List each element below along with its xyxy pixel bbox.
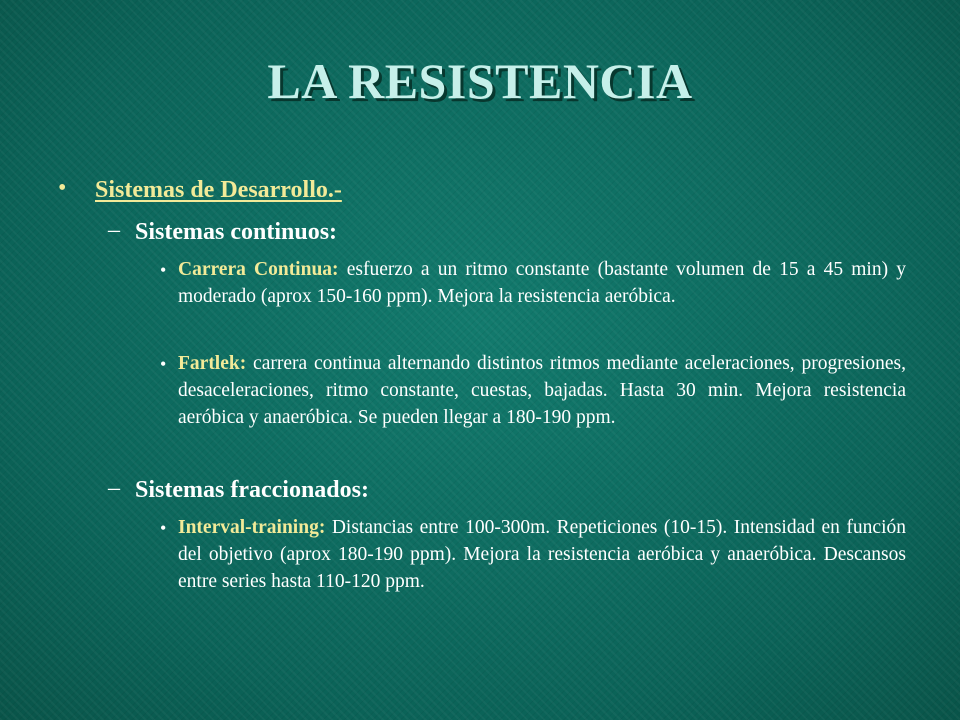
item-term: Interval-training: <box>178 517 326 538</box>
list-item-carrera-continua <box>178 256 906 310</box>
bullet-marker: • <box>160 260 167 280</box>
bullet-marker: • <box>160 518 167 538</box>
item-term: Fartlek: <box>178 353 247 374</box>
list-item-interval-training <box>178 514 906 595</box>
item-term: Carrera Continua: <box>178 259 339 280</box>
slide-title: LA RESISTENCIA <box>267 53 693 109</box>
dash-marker: – <box>108 217 120 243</box>
bullet-marker: • <box>58 175 67 201</box>
group-heading-continuous: Sistemas continuos: <box>135 219 338 245</box>
item-text: Distancias entre 100-300m. Repeticiones (10-15). Intensidad en función del objetivo (aprox 180-190 ppm). Mejora la resistencia aeróbica y anaeróbica. Descansos entre series hasta 110-120 ppm. <box>178 517 906 592</box>
item-text: esfuerzo a un ritmo constante (bastante volumen de 15 a 45 min) y moderado (aprox 150-160 ppm). Mejora la resistencia aeróbica. <box>178 259 906 307</box>
item-text: carrera continua alternando distintos ritmos mediante aceleraciones, progresiones, desaceleraciones, ritmo constante, cuestas, bajadas. Hasta 30 min. Mejora resistencia aeróbica y anaeróbica. Se pueden llegar a 180-190 ppm. <box>178 353 906 428</box>
bullet-marker: • <box>160 354 167 374</box>
dash-marker: – <box>108 475 120 501</box>
section-label: Sistemas de Desarrollo.- <box>95 177 342 203</box>
group-heading-fractioned: Sistemas fraccionados: <box>135 477 369 503</box>
list-item-fartlek <box>178 350 906 431</box>
